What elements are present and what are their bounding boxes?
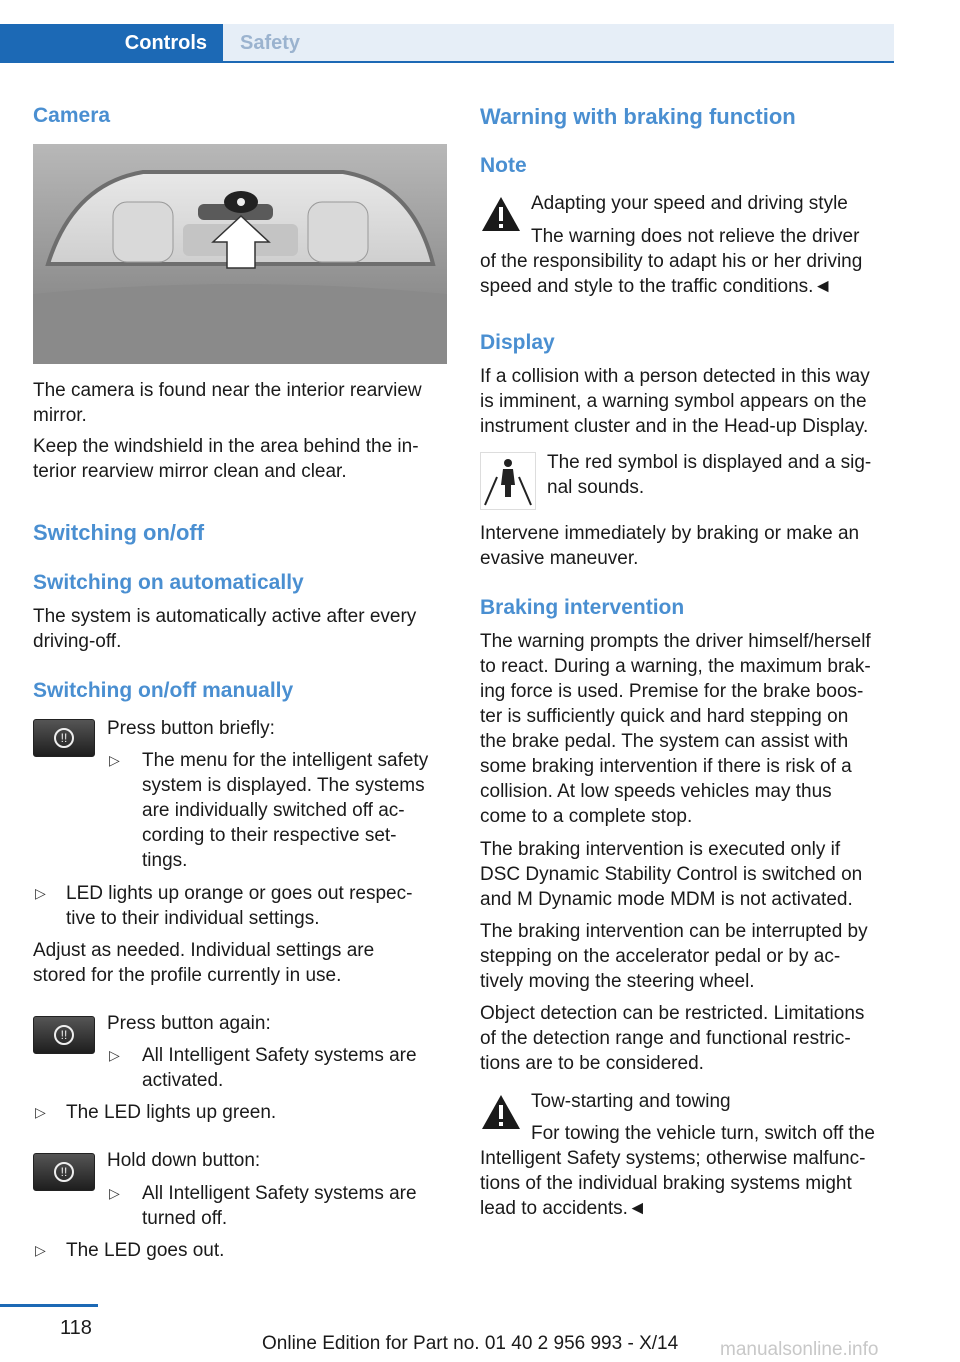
bullet-1-line3: are individually switched off ac- bbox=[142, 800, 405, 821]
braking-line8: come to a complete stop. bbox=[480, 806, 693, 827]
symbol-line2: nal sounds. bbox=[547, 477, 645, 498]
note-line2: of the responsibility to adapt his or her driving bbox=[480, 251, 863, 272]
object-line1: Object detection can be restricted. Limitations bbox=[480, 1003, 865, 1024]
tow-line1: For towing the vehicle turn, switch off the bbox=[531, 1123, 875, 1144]
dsc-line1: The braking intervention is executed only if bbox=[480, 839, 841, 860]
intervene-line1: Intervene immediately by braking or make an bbox=[480, 523, 860, 544]
interrupt-line1: The braking intervention can be interrupted by bbox=[480, 921, 868, 942]
safety-button-icon: !! bbox=[33, 719, 95, 757]
bullet-icon: ▷ bbox=[35, 1242, 46, 1258]
safety-button-icon: !! bbox=[33, 1016, 95, 1054]
bullet-icon: ▷ bbox=[109, 752, 120, 768]
bullet-icon: ▷ bbox=[35, 1104, 46, 1120]
warning-heading: Warning with braking function bbox=[480, 104, 796, 129]
pedestrian-warning-icon bbox=[480, 452, 536, 510]
dsc-line2: DSC Dynamic Stability Control is switched on bbox=[480, 864, 863, 885]
display-line2: is imminent, a warning symbol appears on the bbox=[480, 391, 867, 412]
bullet-2-line2: tive to their individual settings. bbox=[66, 908, 320, 929]
braking-line1: The warning prompts the driver himself/herself bbox=[480, 631, 871, 652]
symbol-line1: The red symbol is displayed and a sig- bbox=[547, 452, 872, 473]
bullet-5-line2: turned off. bbox=[142, 1208, 228, 1229]
press-briefly-text: Press button briefly: bbox=[107, 718, 275, 739]
bullet-icon: ▷ bbox=[109, 1047, 120, 1063]
braking-heading: Braking intervention bbox=[480, 596, 685, 619]
page-number: 118 bbox=[60, 1317, 92, 1339]
tab-safety[interactable]: Safety bbox=[223, 24, 894, 62]
display-line3: instrument cluster and in the Head-up Display. bbox=[480, 416, 869, 437]
tab-controls[interactable]: Controls bbox=[0, 24, 223, 62]
camera-text-2b: terior rearview mirror clean and clear. bbox=[33, 461, 347, 482]
watermark: manualsonline.info bbox=[720, 1339, 879, 1360]
tow-line2: Intelligent Safety systems; otherwise malfunc- bbox=[480, 1148, 866, 1169]
note-line1: The warning does not relieve the driver bbox=[531, 226, 860, 247]
note-title: Adapting your speed and driving style bbox=[531, 193, 848, 214]
display-heading: Display bbox=[480, 331, 555, 354]
interrupt-line3: tively moving the steering wheel. bbox=[480, 971, 755, 992]
braking-line5: the brake pedal. The system can assist with bbox=[480, 731, 849, 752]
auto-text: The system is automatically active after every driving-off. bbox=[33, 606, 417, 652]
bullet-1-line5: tings. bbox=[142, 850, 188, 871]
tow-title: Tow-starting and towing bbox=[531, 1091, 731, 1112]
warning-triangle-icon bbox=[480, 1092, 522, 1137]
object-line2: of the detection range and functional restric- bbox=[480, 1028, 851, 1049]
bullet-4: The LED lights up green. bbox=[66, 1102, 277, 1123]
bullet-5-line1: All Intelligent Safety systems are bbox=[142, 1183, 417, 1204]
adjust-line1: Adjust as needed. Individual settings are bbox=[33, 940, 375, 961]
footer-divider bbox=[0, 1304, 98, 1307]
bullet-3-line1: All Intelligent Safety systems are bbox=[142, 1045, 417, 1066]
adjust-line2: stored for the profile currently in use. bbox=[33, 965, 342, 986]
note-line3: speed and style to the traffic conditions.◄ bbox=[480, 276, 833, 297]
switching-heading: Switching on/off bbox=[33, 520, 205, 545]
braking-line2: to react. During a warning, the maximum brak- bbox=[480, 656, 871, 677]
header-divider bbox=[0, 61, 894, 63]
object-line3: tions are to be considered. bbox=[480, 1053, 704, 1074]
intervene-line2: evasive maneuver. bbox=[480, 548, 639, 569]
camera-text-2a: Keep the windshield in the area behind the in- bbox=[33, 436, 419, 457]
braking-line6: some braking intervention if there is risk of a bbox=[480, 756, 852, 777]
auto-heading: Switching on automatically bbox=[33, 571, 304, 594]
bullet-1-line1: The menu for the intelligent safety bbox=[142, 750, 429, 771]
note-heading: Note bbox=[480, 154, 527, 177]
bullet-6: The LED goes out. bbox=[66, 1240, 225, 1261]
braking-line3: ing force is used. Premise for the brake boos- bbox=[480, 681, 864, 702]
display-line1: If a collision with a person detected in this way bbox=[480, 366, 870, 387]
braking-line7: collision. At low speeds vehicles may thus bbox=[480, 781, 832, 802]
bullet-2-line1: LED lights up orange or goes out respec- bbox=[66, 883, 413, 904]
braking-line4: ter is sufficiently quick and hard stepping on bbox=[480, 706, 849, 727]
safety-button-icon: !! bbox=[33, 1153, 95, 1191]
manual-heading: Switching on/off manually bbox=[33, 679, 294, 702]
bullet-1-line4: cording to their respective set- bbox=[142, 825, 397, 846]
hold-down-text: Hold down button: bbox=[107, 1150, 261, 1171]
camera-location-image bbox=[33, 144, 447, 364]
tow-line4: lead to accidents.◄ bbox=[480, 1198, 647, 1219]
press-again-text: Press button again: bbox=[107, 1013, 271, 1034]
edition-text: Online Edition for Part no. 01 40 2 956 993 - X/14 bbox=[262, 1333, 679, 1354]
camera-text-1: The camera is found near the interior rearview mirror. bbox=[33, 380, 422, 426]
bullet-1-line2: system is displayed. The systems bbox=[142, 775, 425, 796]
bullet-icon: ▷ bbox=[35, 885, 46, 901]
tow-line3: tions of the individual braking systems might bbox=[480, 1173, 852, 1194]
camera-heading: Camera bbox=[33, 104, 111, 127]
bullet-3-line2: activated. bbox=[142, 1070, 224, 1091]
bullet-icon: ▷ bbox=[109, 1185, 120, 1201]
warning-triangle-icon bbox=[480, 194, 522, 239]
interrupt-line2: stepping on the accelerator pedal or by ac- bbox=[480, 946, 841, 967]
dsc-line3: and M Dynamic mode MDM is not activated. bbox=[480, 889, 853, 910]
